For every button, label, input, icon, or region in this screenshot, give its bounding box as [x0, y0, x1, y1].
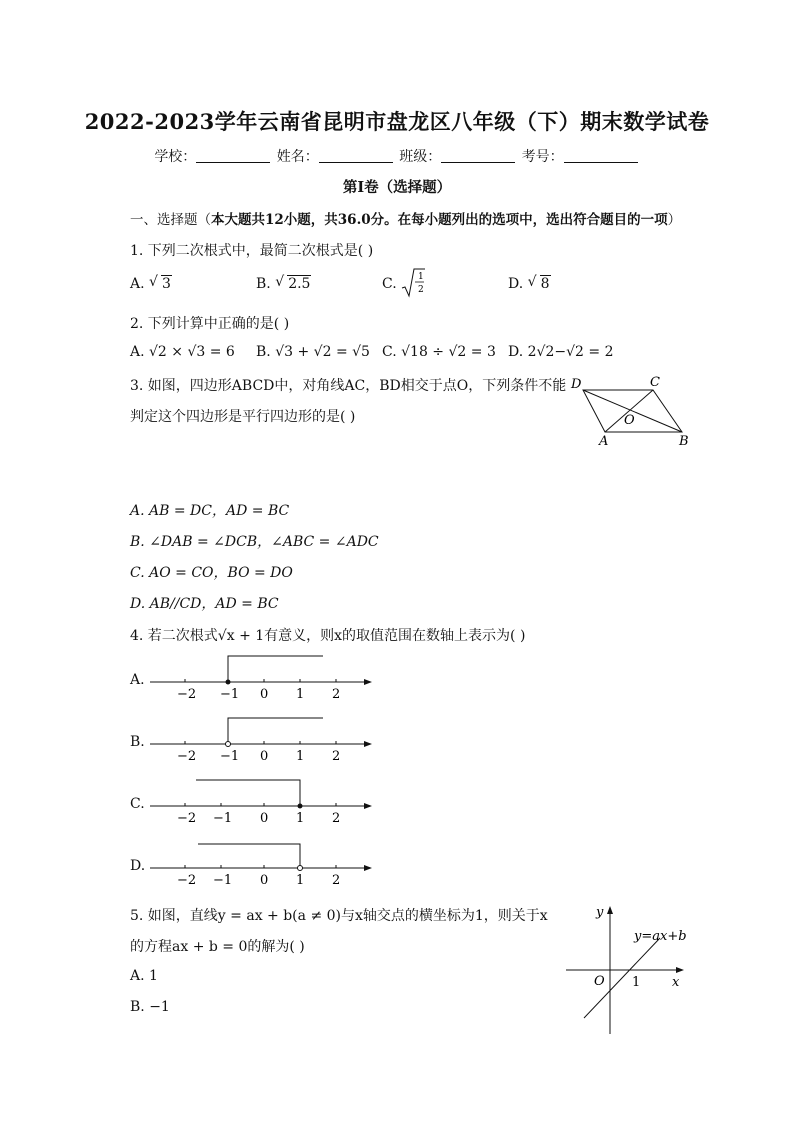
- q4-option-c-label[interactable]: C.: [130, 796, 145, 812]
- part1-heading: [130, 208, 681, 228]
- tick-label: 2: [332, 811, 341, 824]
- q5-stem-line1: 5. 如图，直线y = ax + b(a ≠ 0)与x轴交点的横坐标为1，则关于x: [130, 908, 548, 924]
- school-blank[interactable]: [196, 148, 270, 163]
- q2-d-expr: 2√2−√2 = 2: [527, 344, 614, 360]
- q5-y-axis-label: y: [596, 905, 604, 920]
- tick-label: 1: [296, 811, 305, 824]
- q1-c-radical-fraction: [400, 266, 426, 300]
- name-blank[interactable]: [319, 148, 393, 163]
- q1-c-denominator: 2: [418, 285, 424, 295]
- number-blank[interactable]: [564, 148, 638, 163]
- q1-b-value: 2.5: [288, 276, 311, 292]
- tick-label: −1: [220, 749, 240, 762]
- q1-option-b[interactable]: [256, 276, 311, 292]
- q3-label-d: D: [571, 377, 582, 392]
- q4-number-line-a: [148, 652, 378, 700]
- q2-a-expr: √2 × √3 = 6: [149, 344, 235, 360]
- q5-origin-label: O: [594, 974, 605, 989]
- tick-label: 0: [260, 749, 269, 762]
- q4-number-line-b: [148, 714, 378, 762]
- q3-option-c[interactable]: C. AO = CO，BO = DO: [130, 565, 293, 581]
- q1-d-value: 8: [540, 276, 550, 292]
- q2-a-label: A.: [130, 344, 145, 360]
- q4-number-line-d: [148, 838, 378, 886]
- class-blank[interactable]: [441, 148, 515, 163]
- q2-c-expr: √18 ÷ √2 = 3: [401, 344, 496, 360]
- q3-stem-line1: 3. 如图，四边形ABCD中，对角线AC，BD相交于点O，下列条件不能: [130, 378, 567, 394]
- tick-label: −2: [177, 811, 197, 824]
- q2-option-d[interactable]: [508, 344, 613, 360]
- class-label: 班级：: [399, 149, 442, 165]
- tick-label: −1: [213, 873, 233, 886]
- q3-stem-line2: 判定这个四边形是平行四边形的是( ): [130, 409, 356, 425]
- part1-tail: ）: [667, 212, 682, 228]
- q1-a-value: 3: [162, 276, 171, 292]
- number-label: 考号：: [521, 149, 564, 165]
- tick-label: 1: [296, 873, 305, 886]
- tick-label: 1: [296, 687, 305, 700]
- q2-option-c[interactable]: [382, 344, 496, 360]
- q2-b-expr: √3 + √2 = √5: [275, 344, 370, 360]
- q4-number-line-c: [148, 776, 378, 824]
- q3-option-d[interactable]: D. AB//CD，AD = BC: [130, 596, 279, 612]
- q1-b-label: B.: [256, 276, 271, 292]
- q3-label-c: C: [650, 375, 660, 390]
- q1-a-label: A.: [130, 276, 145, 292]
- q5-line-label: y=ax+b: [634, 929, 687, 944]
- q5-x-axis-label: x: [672, 975, 680, 990]
- student-info-line: [0, 146, 794, 166]
- tick-label: −2: [177, 749, 197, 762]
- q5-option-a[interactable]: A. 1: [130, 968, 158, 984]
- q1-d-label: D.: [508, 276, 524, 292]
- q5-stem-line2: 的方程ax + b = 0的解为( ): [130, 939, 305, 955]
- tick-label: 0: [260, 811, 269, 824]
- q2-d-label: D.: [508, 344, 524, 360]
- name-label: 姓名：: [276, 149, 319, 165]
- q2-option-b[interactable]: [256, 344, 370, 360]
- q3-option-a[interactable]: A. AB = DC，AD = BC: [130, 503, 290, 519]
- q1-c-numerator: 1: [418, 272, 424, 282]
- q4-option-d-label[interactable]: D.: [130, 858, 146, 874]
- q2-stem: 2. 下列计算中正确的是( ): [130, 316, 290, 332]
- q4-option-b-label[interactable]: B.: [130, 734, 145, 750]
- tick-label: 1: [296, 749, 305, 762]
- tick-label: −1: [213, 811, 233, 824]
- q1-c-label: C.: [382, 276, 397, 292]
- section-title: 第Ⅰ卷（选择题）: [342, 179, 452, 196]
- part1-head: 一、选择题（: [130, 212, 211, 228]
- part1-head-bold: 本大题共12小题，共36.0分。在每小题列出的选项中，选出符合题目的一项: [211, 212, 668, 228]
- q4-option-a-label[interactable]: A.: [130, 672, 145, 688]
- q3-label-a: A: [599, 434, 609, 449]
- q1-option-c[interactable]: [382, 276, 397, 292]
- q4-stem: 4. 若二次根式√x + 1有意义，则x的取值范围在数轴上表示为( ): [130, 628, 526, 644]
- q1-option-d[interactable]: [508, 276, 551, 292]
- q1-b-radical: [275, 276, 311, 292]
- page-title: 2022-2023学年云南省昆明市盘龙区八年级（下）期末数学试卷: [84, 109, 710, 134]
- tick-label: −2: [177, 687, 197, 700]
- tick-label: 2: [332, 749, 341, 762]
- q1-stem: 1. 下列二次根式中，最简二次根式是( ): [130, 243, 374, 259]
- tick-label: 2: [332, 687, 341, 700]
- school-label: 学校：: [154, 149, 197, 165]
- q3-label-b: B: [679, 434, 689, 449]
- tick-label: 0: [260, 687, 269, 700]
- tick-label: −2: [177, 873, 197, 886]
- q1-a-radical: [149, 276, 172, 292]
- q5-option-b[interactable]: B. −1: [130, 999, 170, 1015]
- q3-option-b[interactable]: B. ∠DAB = ∠DCB，∠ABC = ∠ADC: [130, 534, 379, 550]
- q1-option-a[interactable]: [130, 276, 172, 292]
- q3-label-o: O: [624, 413, 635, 428]
- q5-intercept-label: 1: [632, 975, 641, 990]
- q2-c-label: C.: [382, 344, 397, 360]
- tick-label: 0: [260, 873, 269, 886]
- q1-d-radical: [528, 276, 551, 292]
- tick-label: 2: [332, 873, 341, 886]
- tick-label: −1: [220, 687, 240, 700]
- q2-b-label: B.: [256, 344, 271, 360]
- q5-coordinate-figure: [560, 900, 700, 1040]
- q3-parallelogram-figure: [566, 372, 696, 452]
- q2-option-a[interactable]: [130, 344, 235, 360]
